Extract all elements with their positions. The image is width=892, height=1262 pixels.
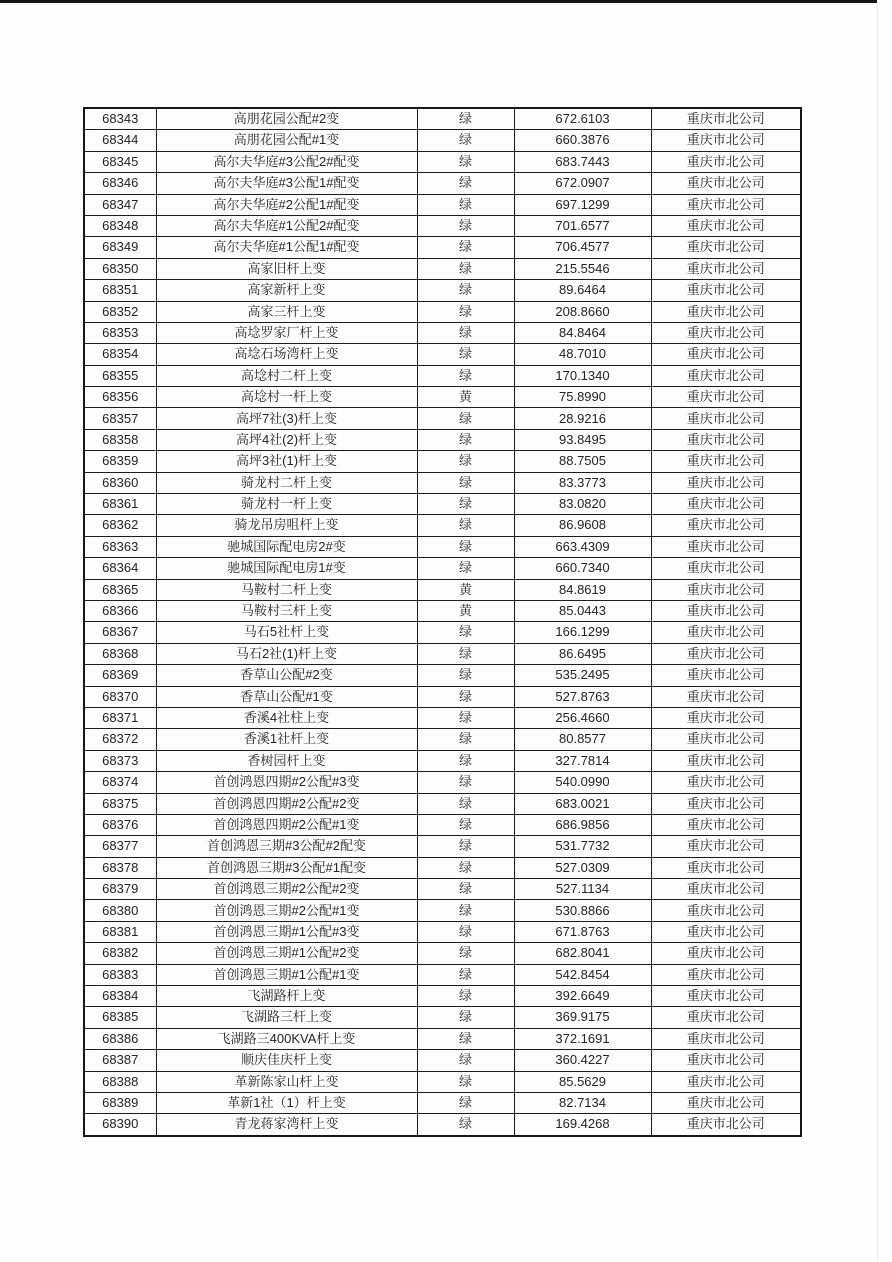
cell-device-name: 高坪4社(2)杆上变 [156,429,417,450]
cell-row-id: 68382 [84,943,156,964]
cell-company-name: 重庆市北公司 [651,1050,801,1071]
cell-device-name: 高家三杆上变 [156,301,417,322]
cell-device-name: 飞湖路三杆上变 [156,1007,417,1028]
cell-company-name: 重庆市北公司 [651,1028,801,1049]
cell-status-label: 绿 [417,365,514,386]
cell-row-id: 68358 [84,429,156,450]
cell-status-label: 绿 [417,622,514,643]
table-row [84,301,801,322]
cell-row-id: 68346 [84,173,156,194]
cell-row-id: 68379 [84,879,156,900]
cell-company-name: 重庆市北公司 [651,686,801,707]
table-row [84,729,801,750]
cell-company-name: 重庆市北公司 [651,451,801,472]
cell-row-id: 68356 [84,387,156,408]
cell-row-id: 68375 [84,793,156,814]
cell-company-name: 重庆市北公司 [651,1007,801,1028]
cell-company-name: 重庆市北公司 [651,408,801,429]
cell-company-name: 重庆市北公司 [651,665,801,686]
cell-device-name: 马鞍村三杆上变 [156,600,417,621]
table-row [84,836,801,857]
cell-row-id: 68389 [84,1092,156,1113]
cell-row-id: 68377 [84,836,156,857]
table-row [84,1007,801,1028]
table-row [84,750,801,771]
cell-status-label: 绿 [417,322,514,343]
cell-row-id: 68381 [84,921,156,942]
table-row [84,194,801,215]
transformer-data-table [83,107,802,1137]
cell-capacity-value: 256.4660 [514,707,651,728]
cell-capacity-value: 671.8763 [514,921,651,942]
cell-device-name: 青龙蒋家湾杆上变 [156,1114,417,1136]
cell-row-id: 68351 [84,280,156,301]
cell-capacity-value: 527.1134 [514,879,651,900]
cell-capacity-value: 80.8577 [514,729,651,750]
table-row [84,408,801,429]
cell-company-name: 重庆市北公司 [651,130,801,151]
cell-status-label: 绿 [417,472,514,493]
cell-company-name: 重庆市北公司 [651,729,801,750]
cell-row-id: 68347 [84,194,156,215]
cell-status-label: 绿 [417,707,514,728]
cell-row-id: 68344 [84,130,156,151]
cell-status-label: 绿 [417,558,514,579]
cell-status-label: 黄 [417,579,514,600]
cell-capacity-value: 169.4268 [514,1114,651,1136]
cell-status-label: 绿 [417,986,514,1007]
cell-company-name: 重庆市北公司 [651,494,801,515]
cell-device-name: 香溪4社柱上变 [156,707,417,728]
cell-company-name: 重庆市北公司 [651,536,801,557]
table-row [84,900,801,921]
cell-capacity-value: 369.9175 [514,1007,651,1028]
cell-capacity-value: 48.7010 [514,344,651,365]
cell-status-label: 绿 [417,451,514,472]
cell-device-name: 香草山公配#2变 [156,665,417,686]
cell-device-name: 高坪7社(3)杆上变 [156,408,417,429]
cell-device-name: 骑龙村一杆上变 [156,494,417,515]
cell-capacity-value: 83.0820 [514,494,651,515]
cell-company-name: 重庆市北公司 [651,1092,801,1113]
cell-row-id: 68385 [84,1007,156,1028]
table-row [84,857,801,878]
cell-status-label: 绿 [417,1007,514,1028]
cell-device-name: 首创鸿恩四期#2公配#2变 [156,793,417,814]
cell-capacity-value: 660.7340 [514,558,651,579]
table-row [84,1028,801,1049]
cell-capacity-value: 215.5546 [514,258,651,279]
cell-status-label: 绿 [417,130,514,151]
cell-company-name: 重庆市北公司 [651,643,801,664]
cell-device-name: 首创鸿恩三期#1公配#3变 [156,921,417,942]
cell-device-name: 首创鸿恩三期#1公配#1变 [156,964,417,985]
cell-company-name: 重庆市北公司 [651,151,801,172]
table-row [84,151,801,172]
table-row [84,1114,801,1136]
cell-status-label: 绿 [417,1071,514,1092]
cell-row-id: 68372 [84,729,156,750]
table-row [84,173,801,194]
cell-capacity-value: 540.0990 [514,772,651,793]
cell-row-id: 68355 [84,365,156,386]
cell-row-id: 68364 [84,558,156,579]
cell-capacity-value: 683.7443 [514,151,651,172]
cell-device-name: 革新1社（1）杆上变 [156,1092,417,1113]
table-body [84,108,801,1136]
table-row [84,494,801,515]
cell-row-id: 68378 [84,857,156,878]
cell-company-name: 重庆市北公司 [651,921,801,942]
cell-row-id: 68353 [84,322,156,343]
cell-status-label: 绿 [417,686,514,707]
cell-capacity-value: 166.1299 [514,622,651,643]
table-row [84,558,801,579]
cell-status-label: 绿 [417,836,514,857]
cell-capacity-value: 672.6103 [514,108,651,130]
cell-device-name: 驰城国际配电房2#变 [156,536,417,557]
cell-capacity-value: 28.9216 [514,408,651,429]
cell-capacity-value: 697.1299 [514,194,651,215]
table-row [84,665,801,686]
cell-row-id: 68380 [84,900,156,921]
cell-device-name: 高尔夫华庭#3公配1#配变 [156,173,417,194]
cell-company-name: 重庆市北公司 [651,857,801,878]
table-row [84,986,801,1007]
cell-row-id: 68343 [84,108,156,130]
cell-capacity-value: 327.7814 [514,750,651,771]
cell-company-name: 重庆市北公司 [651,194,801,215]
table-row [84,622,801,643]
cell-status-label: 绿 [417,643,514,664]
table-row [84,643,801,664]
cell-row-id: 68374 [84,772,156,793]
cell-company-name: 重庆市北公司 [651,793,801,814]
cell-row-id: 68357 [84,408,156,429]
cell-capacity-value: 701.6577 [514,215,651,236]
cell-device-name: 顺庆佳庆杆上变 [156,1050,417,1071]
cell-status-label: 绿 [417,1114,514,1136]
cell-device-name: 香溪1社杆上变 [156,729,417,750]
cell-device-name: 香树园杆上变 [156,750,417,771]
cell-row-id: 68354 [84,344,156,365]
cell-device-name: 高埝石场湾杆上变 [156,344,417,365]
cell-row-id: 68388 [84,1071,156,1092]
cell-status-label: 绿 [417,151,514,172]
table-row [84,387,801,408]
cell-status-label: 绿 [417,344,514,365]
cell-row-id: 68383 [84,964,156,985]
cell-device-name: 驰城国际配电房1#变 [156,558,417,579]
cell-company-name: 重庆市北公司 [651,707,801,728]
cell-capacity-value: 85.0443 [514,600,651,621]
cell-status-label: 绿 [417,280,514,301]
cell-capacity-value: 706.4577 [514,237,651,258]
cell-status-label: 绿 [417,408,514,429]
cell-status-label: 绿 [417,494,514,515]
cell-device-name: 高坪3社(1)杆上变 [156,451,417,472]
cell-device-name: 高家新杆上变 [156,280,417,301]
cell-status-label: 绿 [417,215,514,236]
table-row [84,686,801,707]
cell-device-name: 高埝罗家厂杆上变 [156,322,417,343]
cell-status-label: 黄 [417,600,514,621]
cell-row-id: 68345 [84,151,156,172]
cell-capacity-value: 663.4309 [514,536,651,557]
cell-company-name: 重庆市北公司 [651,750,801,771]
cell-capacity-value: 85.5629 [514,1071,651,1092]
cell-row-id: 68365 [84,579,156,600]
table-row [84,793,801,814]
cell-status-label: 绿 [417,750,514,771]
cell-capacity-value: 84.8464 [514,322,651,343]
table-row [84,280,801,301]
cell-company-name: 重庆市北公司 [651,173,801,194]
cell-row-id: 68352 [84,301,156,322]
cell-row-id: 68390 [84,1114,156,1136]
cell-status-label: 绿 [417,1050,514,1071]
cell-status-label: 绿 [417,793,514,814]
cell-status-label: 绿 [417,729,514,750]
cell-row-id: 68367 [84,622,156,643]
cell-status-label: 绿 [417,1028,514,1049]
cell-row-id: 68349 [84,237,156,258]
cell-company-name: 重庆市北公司 [651,108,801,130]
cell-company-name: 重庆市北公司 [651,772,801,793]
cell-company-name: 重庆市北公司 [651,558,801,579]
cell-status-label: 绿 [417,943,514,964]
cell-company-name: 重庆市北公司 [651,900,801,921]
cell-company-name: 重庆市北公司 [651,579,801,600]
cell-device-name: 首创鸿恩三期#2公配#2变 [156,879,417,900]
cell-company-name: 重庆市北公司 [651,943,801,964]
cell-status-label: 绿 [417,429,514,450]
cell-device-name: 首创鸿恩三期#2公配#1变 [156,900,417,921]
cell-capacity-value: 83.3773 [514,472,651,493]
cell-row-id: 68362 [84,515,156,536]
cell-status-label: 绿 [417,879,514,900]
table-row [84,536,801,557]
cell-capacity-value: 535.2495 [514,665,651,686]
table-row [84,451,801,472]
cell-row-id: 68359 [84,451,156,472]
cell-company-name: 重庆市北公司 [651,472,801,493]
cell-status-label: 绿 [417,772,514,793]
table-row [84,472,801,493]
cell-row-id: 68363 [84,536,156,557]
cell-capacity-value: 683.0021 [514,793,651,814]
cell-capacity-value: 372.1691 [514,1028,651,1049]
table-row [84,429,801,450]
cell-capacity-value: 170.1340 [514,365,651,386]
cell-company-name: 重庆市北公司 [651,986,801,1007]
cell-company-name: 重庆市北公司 [651,622,801,643]
cell-capacity-value: 75.8990 [514,387,651,408]
table-row [84,943,801,964]
cell-device-name: 高埝村二杆上变 [156,365,417,386]
cell-status-label: 绿 [417,1092,514,1113]
cell-status-label: 绿 [417,237,514,258]
cell-device-name: 首创鸿恩四期#2公配#1变 [156,814,417,835]
cell-device-name: 骑龙吊房咀杆上变 [156,515,417,536]
cell-company-name: 重庆市北公司 [651,387,801,408]
table-row [84,921,801,942]
cell-company-name: 重庆市北公司 [651,237,801,258]
scan-edge-line [877,0,878,1262]
cell-capacity-value: 208.8660 [514,301,651,322]
cell-row-id: 68350 [84,258,156,279]
cell-row-id: 68361 [84,494,156,515]
cell-status-label: 绿 [417,814,514,835]
cell-company-name: 重庆市北公司 [651,814,801,835]
cell-status-label: 绿 [417,964,514,985]
cell-row-id: 68376 [84,814,156,835]
cell-company-name: 重庆市北公司 [651,429,801,450]
cell-device-name: 高尔夫华庭#2公配1#配变 [156,194,417,215]
cell-capacity-value: 392.6649 [514,986,651,1007]
cell-status-label: 绿 [417,857,514,878]
cell-company-name: 重庆市北公司 [651,515,801,536]
cell-company-name: 重庆市北公司 [651,836,801,857]
cell-capacity-value: 672.0907 [514,173,651,194]
cell-device-name: 高朋花园公配#2变 [156,108,417,130]
cell-company-name: 重庆市北公司 [651,1114,801,1136]
cell-row-id: 68369 [84,665,156,686]
cell-capacity-value: 86.9608 [514,515,651,536]
cell-company-name: 重庆市北公司 [651,322,801,343]
cell-device-name: 革新陈家山杆上变 [156,1071,417,1092]
cell-status-label: 绿 [417,301,514,322]
cell-device-name: 飞湖路杆上变 [156,986,417,1007]
cell-capacity-value: 84.8619 [514,579,651,600]
cell-status-label: 绿 [417,194,514,215]
cell-capacity-value: 86.6495 [514,643,651,664]
table-row [84,215,801,236]
cell-row-id: 68384 [84,986,156,1007]
cell-company-name: 重庆市北公司 [651,280,801,301]
cell-device-name: 骑龙村二杆上变 [156,472,417,493]
cell-row-id: 68386 [84,1028,156,1049]
table-row [84,600,801,621]
cell-company-name: 重庆市北公司 [651,600,801,621]
cell-device-name: 首创鸿恩四期#2公配#3变 [156,772,417,793]
cell-device-name: 高尔夫华庭#1公配2#配变 [156,215,417,236]
cell-row-id: 68368 [84,643,156,664]
cell-capacity-value: 682.8041 [514,943,651,964]
cell-status-label: 绿 [417,173,514,194]
table-row [84,579,801,600]
cell-device-name: 飞湖路三400KVA杆上变 [156,1028,417,1049]
table-row [84,258,801,279]
table-row [84,365,801,386]
scan-edge-bar [0,0,877,3]
cell-row-id: 68370 [84,686,156,707]
table-row [84,1071,801,1092]
cell-company-name: 重庆市北公司 [651,258,801,279]
cell-capacity-value: 527.0309 [514,857,651,878]
table-row [84,814,801,835]
cell-device-name: 高埝村一杆上变 [156,387,417,408]
cell-row-id: 68366 [84,600,156,621]
cell-capacity-value: 530.8866 [514,900,651,921]
cell-capacity-value: 82.7134 [514,1092,651,1113]
cell-capacity-value: 542.8454 [514,964,651,985]
table-row [84,130,801,151]
cell-device-name: 高尔夫华庭#3公配2#配变 [156,151,417,172]
cell-capacity-value: 93.8495 [514,429,651,450]
cell-status-label: 黄 [417,387,514,408]
cell-device-name: 香草山公配#1变 [156,686,417,707]
cell-device-name: 马石5社杆上变 [156,622,417,643]
cell-row-id: 68371 [84,707,156,728]
cell-row-id: 68373 [84,750,156,771]
cell-capacity-value: 88.7505 [514,451,651,472]
cell-company-name: 重庆市北公司 [651,964,801,985]
cell-device-name: 马石2社(1)杆上变 [156,643,417,664]
cell-status-label: 绿 [417,258,514,279]
cell-device-name: 首创鸿恩三期#1公配#2变 [156,943,417,964]
table-row [84,237,801,258]
table-row [84,515,801,536]
cell-status-label: 绿 [417,900,514,921]
cell-status-label: 绿 [417,665,514,686]
cell-status-label: 绿 [417,536,514,557]
cell-row-id: 68387 [84,1050,156,1071]
cell-capacity-value: 89.6464 [514,280,651,301]
cell-capacity-value: 686.9856 [514,814,651,835]
cell-capacity-value: 531.7732 [514,836,651,857]
cell-company-name: 重庆市北公司 [651,344,801,365]
cell-capacity-value: 660.3876 [514,130,651,151]
cell-row-id: 68348 [84,215,156,236]
table-row [84,772,801,793]
cell-device-name: 马鞍村二杆上变 [156,579,417,600]
table-row [84,1092,801,1113]
cell-capacity-value: 527.8763 [514,686,651,707]
cell-company-name: 重庆市北公司 [651,215,801,236]
table-row [84,108,801,130]
cell-company-name: 重庆市北公司 [651,301,801,322]
cell-status-label: 绿 [417,921,514,942]
cell-company-name: 重庆市北公司 [651,879,801,900]
table-row [84,322,801,343]
cell-device-name: 高尔夫华庭#1公配1#配变 [156,237,417,258]
table-row [84,344,801,365]
cell-device-name: 高朋花园公配#1变 [156,130,417,151]
cell-capacity-value: 360.4227 [514,1050,651,1071]
table-row [84,1050,801,1071]
cell-status-label: 绿 [417,108,514,130]
table-row [84,707,801,728]
table-row [84,879,801,900]
cell-device-name: 高家旧杆上变 [156,258,417,279]
cell-row-id: 68360 [84,472,156,493]
cell-status-label: 绿 [417,515,514,536]
table-row [84,964,801,985]
cell-device-name: 首创鸿恩三期#3公配#1配变 [156,857,417,878]
cell-device-name: 首创鸿恩三期#3公配#2配变 [156,836,417,857]
cell-company-name: 重庆市北公司 [651,1071,801,1092]
cell-company-name: 重庆市北公司 [651,365,801,386]
